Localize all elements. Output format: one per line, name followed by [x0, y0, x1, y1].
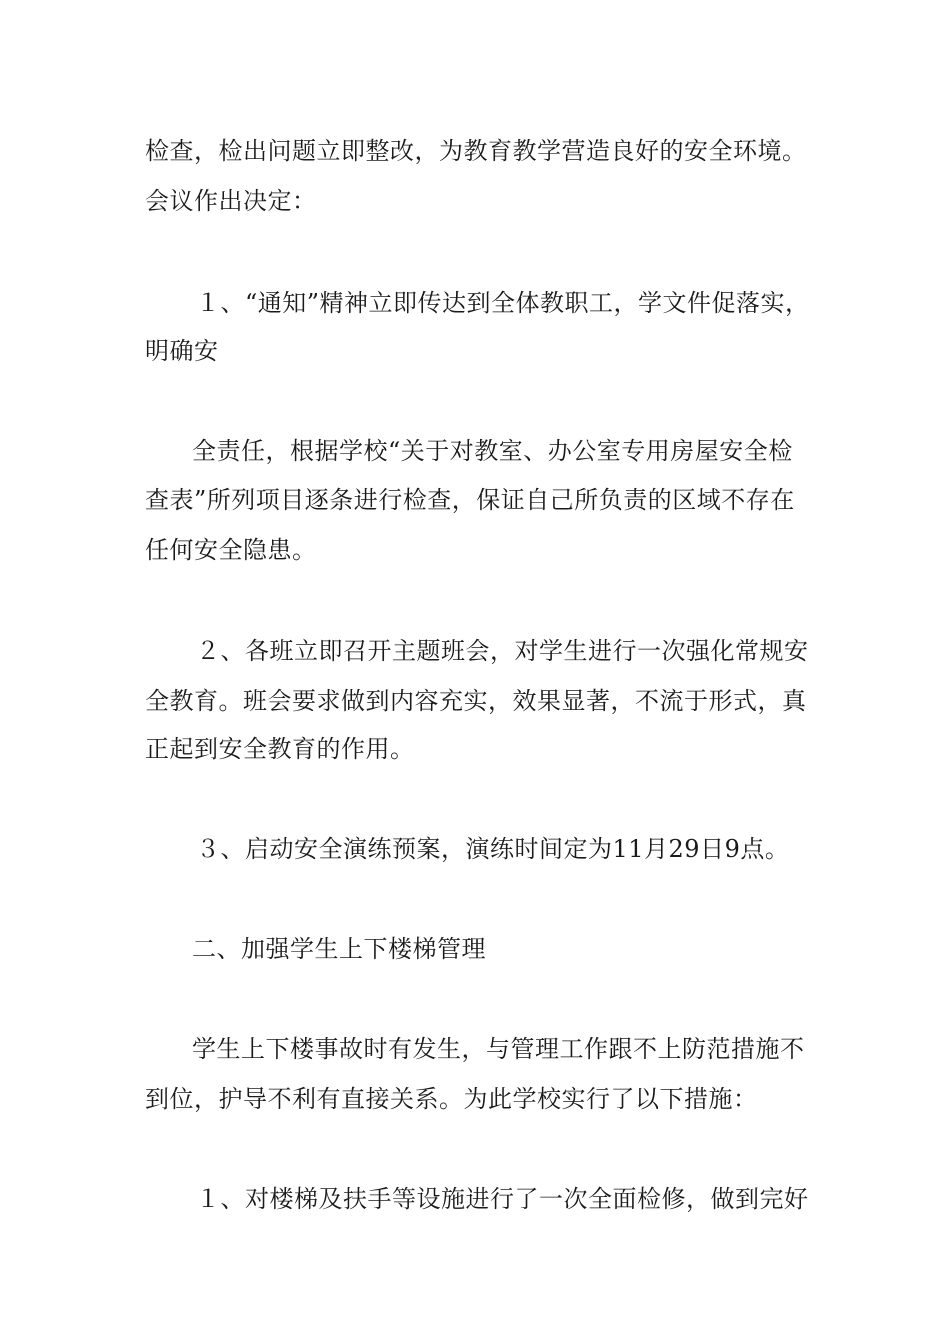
text-line: １、“通知”精神立即传达到全体教职工，学文件促落实， — [196, 289, 810, 317]
text-line: 检查，检出问题立即整改，为教育教学营造良好的安全环境。 — [145, 137, 807, 165]
text-line: ２、各班立即召开主题班会，对学生进行一次强化常规安 — [196, 637, 809, 665]
text-line: ３、启动安全演练预案，演练时间定为11月29日9点。 — [196, 835, 790, 863]
text-line: 全责任，根据学校“关于对教室、办公室专用房屋安全检 — [192, 437, 793, 465]
text-line: １、对楼梯及扶手等设施进行了一次全面检修，做到完好 — [196, 1185, 809, 1213]
text-line: 任何安全隐患。 — [145, 536, 317, 564]
text-line: 全教育。班会要求做到内容充实，效果显著，不流于形式，真 — [145, 687, 807, 715]
text-line: 正起到安全教育的作用。 — [145, 735, 415, 763]
section-heading: 二、加强学生上下楼梯管理 — [192, 935, 486, 963]
text-line: 会议作出决定： — [145, 187, 317, 215]
text-line: 明确安 — [145, 337, 219, 365]
text-line: 学生上下楼事故时有发生，与管理工作跟不上防范措施不 — [192, 1035, 805, 1063]
text-line: 查表”所列项目逐条进行检查，保证自己所负责的区域不存在 — [145, 486, 795, 514]
text-line: 到位，护导不利有直接关系。为此学校实行了以下措施： — [145, 1085, 758, 1113]
